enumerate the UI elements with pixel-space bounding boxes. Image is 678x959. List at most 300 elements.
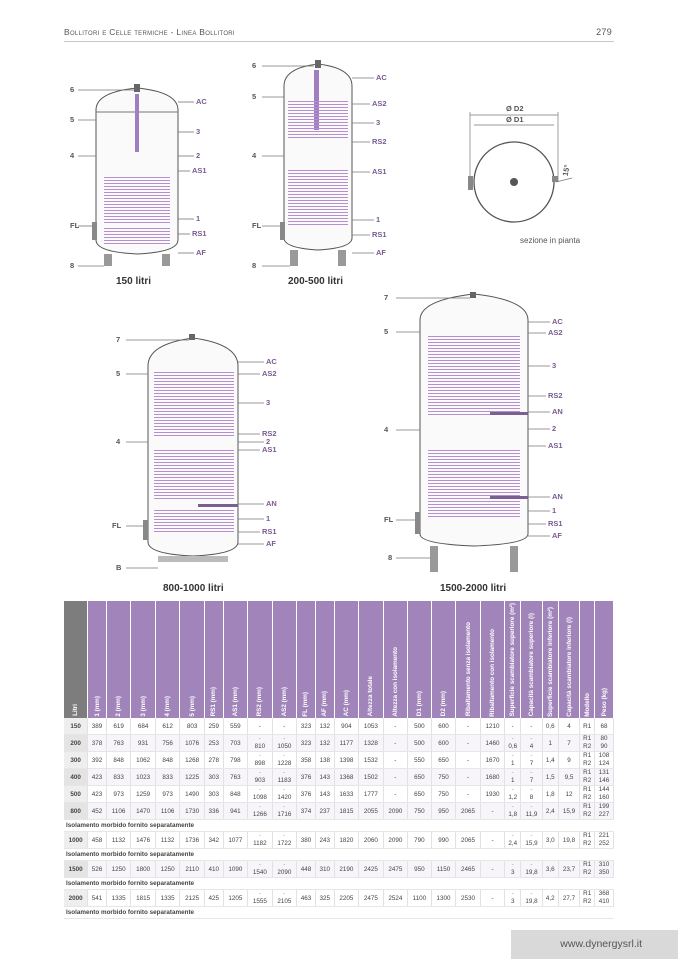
table-cell: 833 [155, 769, 179, 786]
table-cell: 1259 [131, 786, 155, 803]
table-cell: 1398 [334, 752, 358, 769]
table-cell: 323 [297, 718, 316, 735]
label-as1: AS1 [548, 441, 563, 450]
table-cell: 1062 [131, 752, 155, 769]
table-cell: 2465 [456, 861, 480, 878]
table-cell: - 1266 [248, 803, 272, 820]
table-cell: 253 [204, 735, 223, 752]
table-cell: 448 [297, 861, 316, 878]
table-cell: 1815 [334, 803, 358, 820]
note-cell: Isolamento morbido fornito separatamente [64, 878, 614, 890]
table-cell: 410 [204, 861, 223, 878]
table-cell: 3,0 [542, 832, 558, 849]
label-af: AF [266, 539, 276, 548]
column-header: 4 (mm) [155, 601, 179, 718]
table-cell: - [272, 718, 296, 735]
table-cell: 374 [297, 803, 316, 820]
column-header: 3 (mm) [131, 601, 155, 718]
diagram-200-500-litri [248, 58, 398, 276]
table-row [64, 769, 614, 786]
table-cell: - [383, 769, 407, 786]
label-ac: AC [266, 357, 277, 366]
table-cell: 1532 [359, 752, 383, 769]
table-cell: 27,7 [558, 890, 580, 907]
label-rs2: RS2 [262, 429, 277, 438]
table-cell: 423 [88, 786, 107, 803]
table-cell: - 1555 [248, 890, 272, 907]
label-an: AN [266, 499, 277, 508]
label-fl: FL [112, 521, 122, 530]
table-cell: 763 [106, 735, 130, 752]
table-row [64, 890, 614, 907]
column-header: Capacità scambiatore superiore (l) [521, 601, 543, 718]
label-fl: FL [252, 221, 262, 230]
table-row [64, 718, 614, 735]
label-as2: AS2 [262, 369, 277, 378]
row-litri: 800 [64, 803, 88, 820]
note-row [64, 907, 614, 919]
table-cell: - 3 [505, 861, 521, 878]
label-4: 4 [384, 425, 389, 434]
label-as1: AS1 [262, 445, 277, 454]
table-cell: 650 [431, 752, 455, 769]
label-7: 7 [384, 293, 389, 302]
table-cell: R1 R2 [580, 832, 595, 849]
table-cell: - 1098 [248, 786, 272, 803]
table-cell: 1815 [131, 890, 155, 907]
table-cell: 931 [131, 735, 155, 752]
label-3: 3 [552, 361, 557, 370]
table-cell: 1,8 [542, 786, 558, 803]
row-litri: 1500 [64, 861, 88, 878]
table-cell: - 0,6 [505, 735, 521, 752]
table-cell: 358 [297, 752, 316, 769]
table-cell: 2110 [180, 861, 204, 878]
table-cell: - 1182 [248, 832, 272, 849]
table-cell: 2060 [359, 832, 383, 849]
table-cell: 848 [223, 786, 247, 803]
column-header: Superficie scambiatore superiore (m²) [505, 601, 521, 718]
table-cell: 1460 [480, 735, 504, 752]
table-cell: 1,5 [542, 769, 558, 786]
table-body [64, 718, 614, 919]
label-angle: 15° [560, 163, 572, 177]
table-cell: - [505, 718, 521, 735]
table-cell: 303 [204, 769, 223, 786]
row-litri: 500 [64, 786, 88, 803]
table-cell: - 1540 [248, 861, 272, 878]
table-cell: - 19,8 [521, 861, 543, 878]
caption-200-500: 200-500 litri [288, 276, 344, 287]
table-cell: 941 [223, 803, 247, 820]
table-cell: 4 [558, 718, 580, 735]
table-cell: 1268 [180, 752, 204, 769]
table-cell: 990 [431, 832, 455, 849]
caption-800-1000: 800-1000 litri [163, 583, 224, 594]
table-cell: 2065 [456, 803, 480, 820]
label-rs1: RS1 [548, 519, 563, 528]
label-6: 6 [252, 61, 257, 70]
table-cell: 1490 [180, 786, 204, 803]
label-rs1: RS1 [192, 229, 207, 238]
label-rs1: RS1 [262, 527, 277, 536]
label-fl: FL [70, 221, 80, 230]
table-cell: 237 [315, 803, 334, 820]
label-1: 1 [376, 215, 381, 224]
table-cell: 1177 [334, 735, 358, 752]
column-header: 2 (mm) [106, 601, 130, 718]
table-cell: 1633 [334, 786, 358, 803]
table-cell: 199 227 [595, 803, 614, 820]
table-cell: 1300 [431, 890, 455, 907]
table-cell: 1777 [359, 786, 383, 803]
table-cell: 1132 [155, 832, 179, 849]
column-header: Altezza con isolamento [383, 601, 407, 718]
table-cell: R1 R2 [580, 861, 595, 878]
table-cell: 790 [408, 832, 432, 849]
table-cell: 243 [315, 832, 334, 849]
table-cell: 650 [408, 769, 432, 786]
table-cell: 221 252 [595, 832, 614, 849]
table-cell: 310 350 [595, 861, 614, 878]
label-as2: AS2 [548, 328, 563, 337]
table-cell: 973 [155, 786, 179, 803]
label-an-lower: AN [552, 492, 563, 501]
footer-url[interactable]: www.dynergysrl.it [560, 938, 642, 950]
table-cell: 950 [408, 861, 432, 878]
table-cell: 904 [334, 718, 358, 735]
table-cell: 2090 [383, 803, 407, 820]
table-cell: 378 [88, 735, 107, 752]
table-cell: 368 410 [595, 890, 614, 907]
label-1: 1 [196, 214, 201, 223]
table-cell: R1 [580, 718, 595, 735]
table-cell: - [383, 752, 407, 769]
table-cell: - [480, 803, 504, 820]
table-cell: 763 [223, 769, 247, 786]
row-litri: 1000 [64, 832, 88, 849]
column-header: Ribaltamento con isolamento [480, 601, 504, 718]
table-cell: 303 [204, 786, 223, 803]
table-cell: - 1722 [272, 832, 296, 849]
table-cell: 380 [297, 832, 316, 849]
table-cell: 1 [542, 735, 558, 752]
table-cell: - 15,9 [521, 832, 543, 849]
table-cell: 2530 [456, 890, 480, 907]
table-cell: 132 [315, 735, 334, 752]
table-cell: - 1420 [272, 786, 296, 803]
table-cell: 4,2 [542, 890, 558, 907]
column-header: Ribaltamento senza isolamento [456, 601, 480, 718]
table-cell: 973 [106, 786, 130, 803]
table-cell: 650 [408, 786, 432, 803]
table-cell: 2524 [383, 890, 407, 907]
table-cell: 389 [88, 718, 107, 735]
table-cell: 1730 [180, 803, 204, 820]
table-cell: 3,6 [542, 861, 558, 878]
table-cell: 1225 [180, 769, 204, 786]
column-header: AS2 (mm) [272, 601, 296, 718]
table-cell: 1502 [359, 769, 383, 786]
table-cell: - [480, 890, 504, 907]
table-cell: - 2,4 [505, 832, 521, 849]
label-as1: AS1 [372, 167, 387, 176]
table-cell: - 1 [505, 752, 521, 769]
label-as2: AS2 [372, 99, 387, 108]
table-cell: 2190 [334, 861, 358, 878]
header-title: Bollitori e Celle termiche - Linea Bollitori [64, 27, 235, 37]
table-cell: 12 [558, 786, 580, 803]
label-3: 3 [196, 127, 201, 136]
table-cell: 23,7 [558, 861, 580, 878]
table-cell: 1076 [180, 735, 204, 752]
table-cell: 1800 [131, 861, 155, 878]
table-cell: 541 [88, 890, 107, 907]
table-row [64, 786, 614, 803]
table-cell: 144 160 [595, 786, 614, 803]
label-af: AF [196, 248, 206, 257]
table-header-row [64, 601, 614, 718]
caption-150: 150 litri [116, 276, 152, 287]
table-cell: 138 [315, 752, 334, 769]
table-cell: 458 [88, 832, 107, 849]
table-cell: - 903 [248, 769, 272, 786]
table-cell: - 7 [521, 769, 543, 786]
table-cell: - 2090 [272, 861, 296, 878]
table-cell: 423 [88, 769, 107, 786]
table-cell: 80 90 [595, 735, 614, 752]
label-6: 6 [70, 85, 75, 94]
table-cell: 1132 [106, 832, 130, 849]
label-d1: Ø D1 [506, 115, 524, 124]
table-cell: - 1183 [272, 769, 296, 786]
diagram-1500-2000-litri [380, 290, 580, 580]
table-cell: R1 R2 [580, 769, 595, 786]
table-cell: 2475 [383, 861, 407, 878]
table-cell: 7 [558, 735, 580, 752]
row-litri: 300 [64, 752, 88, 769]
table-cell: - 1716 [272, 803, 296, 820]
table-row [64, 832, 614, 849]
label-8: 8 [252, 261, 257, 270]
diagram-plan-view [460, 98, 590, 248]
table-cell: 1090 [223, 861, 247, 878]
table-cell: 1100 [408, 890, 432, 907]
note-cell: Isolamento morbido fornito separatamente [64, 820, 614, 832]
table-cell: 1476 [131, 832, 155, 849]
table-cell: 619 [106, 718, 130, 735]
label-rs2: RS2 [548, 391, 563, 400]
table-cell: 452 [88, 803, 107, 820]
table-cell: 1106 [155, 803, 179, 820]
table-cell: 2205 [334, 890, 358, 907]
table-cell: 803 [180, 718, 204, 735]
table-cell: - [383, 718, 407, 735]
table-cell: 1335 [155, 890, 179, 907]
row-litri: 2000 [64, 890, 88, 907]
table-cell: 143 [315, 769, 334, 786]
note-row [64, 878, 614, 890]
table-cell: 143 [315, 786, 334, 803]
table-cell: 2,4 [542, 803, 558, 820]
label-7: 7 [116, 335, 121, 344]
table-cell: - [456, 786, 480, 803]
label-af: AF [552, 531, 562, 540]
table-cell: 1930 [480, 786, 504, 803]
table-row [64, 861, 614, 878]
table-cell: - 1,2 [505, 786, 521, 803]
table-cell: 750 [431, 769, 455, 786]
table-cell: 1328 [359, 735, 383, 752]
table-cell: - 4 [521, 735, 543, 752]
table-cell: - 1228 [272, 752, 296, 769]
table-cell: - 3 [505, 890, 521, 907]
table-cell: 1150 [431, 861, 455, 878]
label-1: 1 [552, 506, 557, 515]
column-header: Altezza totale [359, 601, 383, 718]
table-cell: R1 R2 [580, 735, 595, 752]
label-1: 1 [266, 514, 271, 523]
table-cell: 756 [155, 735, 179, 752]
table-cell: 1205 [223, 890, 247, 907]
table-cell: 559 [223, 718, 247, 735]
row-litri: 200 [64, 735, 88, 752]
table-cell: 798 [223, 752, 247, 769]
table-cell: 1250 [106, 861, 130, 878]
table-cell: 392 [88, 752, 107, 769]
label-2: 2 [266, 437, 271, 446]
table-cell: - 1,8 [505, 803, 521, 820]
table-cell: - [456, 752, 480, 769]
table-cell: 310 [315, 861, 334, 878]
diagram-150-litri [64, 80, 214, 275]
footer-bar [511, 930, 678, 959]
table-row [64, 735, 614, 752]
row-litri: 400 [64, 769, 88, 786]
table-cell: 1053 [359, 718, 383, 735]
column-header: Superficie scambiatore inferiore (m²) [542, 601, 558, 718]
page-number: 279 [596, 27, 612, 37]
table-cell: 323 [297, 735, 316, 752]
label-af: AF [376, 248, 386, 257]
table-cell: 425 [204, 890, 223, 907]
table-row [64, 803, 614, 820]
table-cell: - [480, 861, 504, 878]
table-cell: - 8 [521, 786, 543, 803]
table-cell: 1,4 [542, 752, 558, 769]
note-cell: Isolamento morbido fornito separatamente [64, 849, 614, 861]
column-header: D2 (mm) [431, 601, 455, 718]
label-3: 3 [376, 118, 381, 127]
table-cell: 2125 [180, 890, 204, 907]
table-cell: 325 [315, 890, 334, 907]
table-cell: 600 [431, 735, 455, 752]
table-cell: 612 [155, 718, 179, 735]
caption-plan: sezione in pianta [520, 236, 581, 245]
table-cell: 1680 [480, 769, 504, 786]
label-as1: AS1 [192, 166, 207, 175]
column-header: RS1 (mm) [204, 601, 223, 718]
table-cell: 108 124 [595, 752, 614, 769]
label-5: 5 [384, 327, 389, 336]
label-8: 8 [70, 261, 75, 270]
table-cell: - [456, 718, 480, 735]
table-cell: 0,6 [542, 718, 558, 735]
column-header: RS2 (mm) [248, 601, 272, 718]
note-row [64, 820, 614, 832]
table-cell: - 7 [521, 752, 543, 769]
table-cell: R1 R2 [580, 752, 595, 769]
dimensions-table [64, 601, 614, 919]
note-cell: Isolamento morbido fornito separatamente [64, 907, 614, 919]
table-cell: - 11,9 [521, 803, 543, 820]
column-header: Litri [64, 601, 88, 718]
label-2: 2 [552, 424, 557, 433]
table-cell: 2090 [383, 832, 407, 849]
table-cell: - [248, 718, 272, 735]
table-cell: 1670 [480, 752, 504, 769]
column-header: Peso (kg) [595, 601, 614, 718]
table-cell: 950 [431, 803, 455, 820]
label-5: 5 [116, 369, 121, 378]
label-8: 8 [388, 553, 393, 562]
table-cell: 342 [204, 832, 223, 849]
table-cell: 500 [408, 735, 432, 752]
table-cell: - 1 [505, 769, 521, 786]
table-cell: 1335 [106, 890, 130, 907]
table-cell: - 19,8 [521, 890, 543, 907]
column-header: AF (mm) [315, 601, 334, 718]
table-cell: - 810 [248, 735, 272, 752]
table-cell: 1077 [223, 832, 247, 849]
table-cell: 463 [297, 890, 316, 907]
table-cell: - [480, 832, 504, 849]
label-3: 3 [266, 398, 271, 407]
column-header: 1 (mm) [88, 601, 107, 718]
table-cell: 550 [408, 752, 432, 769]
note-row [64, 849, 614, 861]
table-cell: 19,8 [558, 832, 580, 849]
label-ac: AC [552, 317, 563, 326]
table-cell: 278 [204, 752, 223, 769]
table-cell: 131 146 [595, 769, 614, 786]
table-cell: 2055 [359, 803, 383, 820]
table-cell: 1210 [480, 718, 504, 735]
table-cell: 750 [408, 803, 432, 820]
table-cell: 376 [297, 786, 316, 803]
table-cell: 600 [431, 718, 455, 735]
column-header: AC (mm) [334, 601, 358, 718]
column-header: Modello [580, 601, 595, 718]
table-cell: R1 R2 [580, 890, 595, 907]
row-litri: 150 [64, 718, 88, 735]
page-header [64, 27, 614, 42]
table-cell: 833 [106, 769, 130, 786]
label-4: 4 [252, 151, 257, 160]
label-an: AN [552, 407, 563, 416]
label-fl: FL [384, 515, 394, 524]
table-cell: - [456, 735, 480, 752]
label-5: 5 [252, 92, 257, 101]
table-cell: 2425 [359, 861, 383, 878]
table-cell: R1 R2 [580, 803, 595, 820]
table-cell: - [456, 769, 480, 786]
column-header: AS1 (mm) [223, 601, 247, 718]
column-header: D1 (mm) [408, 601, 432, 718]
label-2: 2 [196, 151, 201, 160]
table-cell: 2475 [359, 890, 383, 907]
label-rs2: RS2 [372, 137, 387, 146]
